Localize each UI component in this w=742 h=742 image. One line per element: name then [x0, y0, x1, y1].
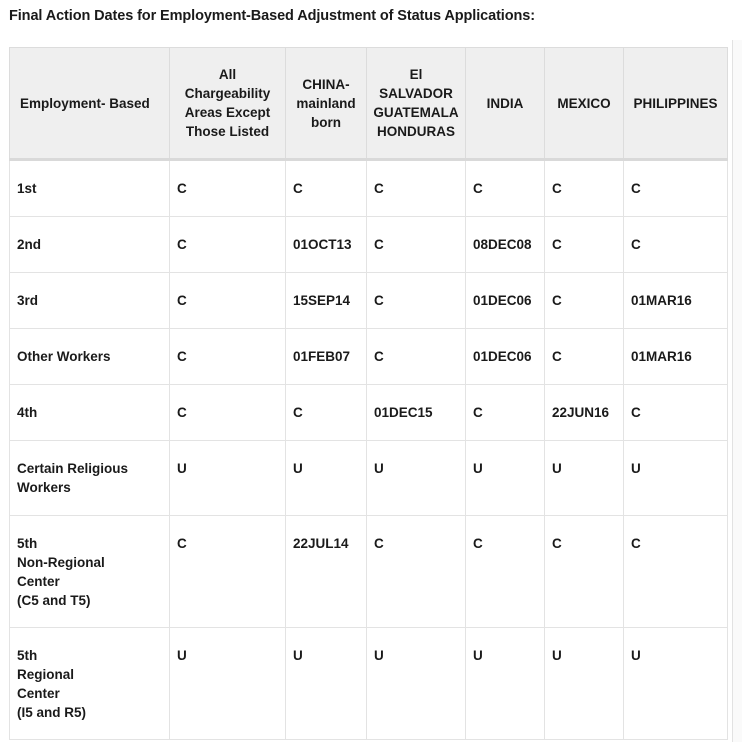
row-label-line: Other Workers	[17, 349, 111, 364]
table-cell: 22JUN16	[545, 385, 624, 441]
table-cell: U	[286, 628, 367, 740]
table-cell: C	[624, 217, 728, 273]
table-cell: C	[545, 273, 624, 329]
table-cell: C	[170, 160, 286, 217]
table-cell: U	[466, 441, 545, 516]
table-cell: C	[367, 217, 466, 273]
table-row	[10, 160, 728, 217]
scrollbar-track[interactable]	[732, 40, 742, 742]
table-cell: C	[170, 385, 286, 441]
table-row	[10, 273, 728, 329]
header-cell: CHINA- mainland born	[286, 48, 367, 160]
table-cell: C	[170, 273, 286, 329]
table-cell: C	[286, 385, 367, 441]
table-cell: 01DEC06	[466, 273, 545, 329]
header-cell: MEXICO	[545, 48, 624, 160]
row-label-line: Non-Regional	[17, 555, 105, 570]
row-label-line: 1st	[17, 181, 37, 196]
row-label-line: Center	[17, 686, 60, 701]
page-title: Final Action Dates for Employment-Based Adjustment of Status Applications:	[9, 8, 535, 24]
row-label-line: (C5 and T5)	[17, 593, 91, 608]
table-row	[10, 217, 728, 273]
table-cell: C	[466, 516, 545, 628]
row-label-line: Center	[17, 574, 60, 589]
header-cell: All Chargeability Areas Except Those Listed	[170, 48, 286, 160]
row-label-line: 4th	[17, 405, 38, 420]
row-label	[10, 385, 170, 441]
table-cell: 01MAR16	[624, 329, 728, 385]
table-cell: 08DEC08	[466, 217, 545, 273]
table-cell: U	[367, 441, 466, 516]
row-label-line: Certain Religious	[17, 461, 129, 476]
row-label	[10, 273, 170, 329]
row-label-line: Workers	[17, 480, 71, 495]
table-cell: C	[367, 516, 466, 628]
row-label	[10, 160, 170, 217]
table-cell: C	[170, 329, 286, 385]
table-row	[10, 628, 728, 740]
table-cell: U	[367, 628, 466, 740]
table-cell: C	[466, 385, 545, 441]
table-cell: C	[624, 160, 728, 217]
table-row	[10, 516, 728, 628]
table-cell: C	[367, 329, 466, 385]
header-cell: INDIA	[466, 48, 545, 160]
table-cell: U	[170, 628, 286, 740]
table-cell: C	[545, 516, 624, 628]
table-cell: C	[624, 516, 728, 628]
table-cell: U	[170, 441, 286, 516]
row-label-line: 3rd	[17, 293, 39, 308]
final-action-dates-table	[9, 47, 728, 740]
table-row	[10, 385, 728, 441]
table-cell: C	[367, 273, 466, 329]
row-label-line: 2nd	[17, 237, 42, 252]
row-label	[10, 628, 170, 740]
table-row	[10, 441, 728, 516]
table-cell: C	[286, 160, 367, 217]
header-cell: Employment- Based	[10, 48, 170, 160]
row-label	[10, 217, 170, 273]
row-label-line: 5th	[17, 536, 38, 551]
table-cell: C	[367, 160, 466, 217]
table-cell: C	[466, 160, 545, 217]
table-cell: C	[545, 160, 624, 217]
table-cell: U	[624, 628, 728, 740]
table-cell: 01MAR16	[624, 273, 728, 329]
table-cell: U	[286, 441, 367, 516]
row-label-line: (I5 and R5)	[17, 705, 87, 720]
table-cell: U	[466, 628, 545, 740]
table-cell: C	[624, 385, 728, 441]
table-cell: C	[170, 516, 286, 628]
header-cell: PHILIPPINES	[624, 48, 728, 160]
row-label-line: 5th	[17, 648, 38, 663]
table-cell: U	[545, 441, 624, 516]
table-cell: 01FEB07	[286, 329, 367, 385]
row-label	[10, 329, 170, 385]
table-cell: C	[545, 217, 624, 273]
row-label	[10, 516, 170, 628]
header-row	[10, 48, 728, 160]
table-row	[10, 329, 728, 385]
table-cell: 22JUL14	[286, 516, 367, 628]
table-cell: U	[545, 628, 624, 740]
header-cell: El SALVADOR GUATEMALA HONDURAS	[367, 48, 466, 160]
table-cell: C	[170, 217, 286, 273]
table-cell: 15SEP14	[286, 273, 367, 329]
table-cell: 01DEC15	[367, 385, 466, 441]
table-cell: C	[545, 329, 624, 385]
row-label	[10, 441, 170, 516]
table-cell: 01OCT13	[286, 217, 367, 273]
table-cell: 01DEC06	[466, 329, 545, 385]
table-cell: U	[624, 441, 728, 516]
row-label-line: Regional	[17, 667, 75, 682]
